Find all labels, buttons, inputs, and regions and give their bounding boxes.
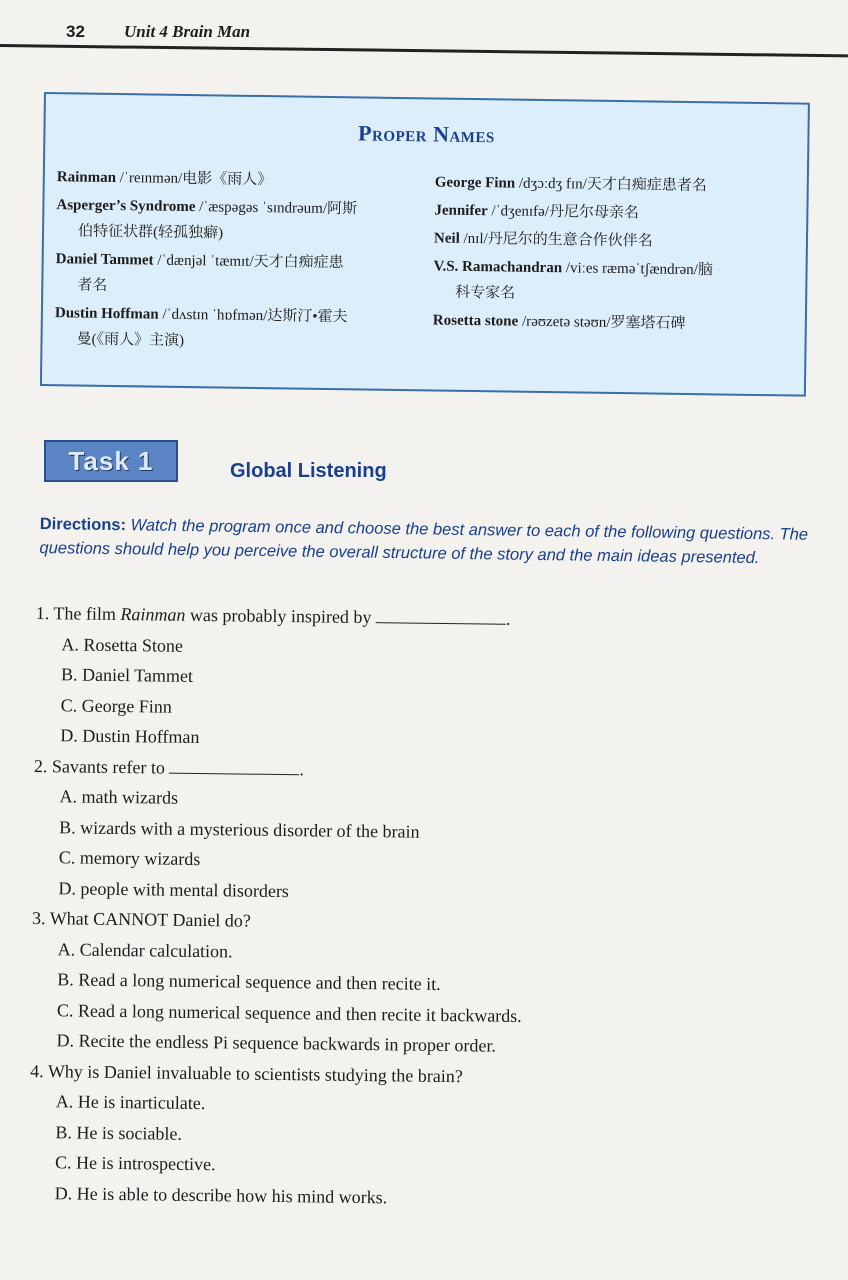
question-list (29, 598, 806, 1217)
proper-name-entry (56, 192, 427, 249)
answer-option[interactable]: A. math wizards (59, 786, 179, 808)
task-section (44, 440, 824, 500)
proper-name-entry (434, 225, 804, 256)
question-text: Savants refer to (47, 755, 170, 778)
answer-blank[interactable] (169, 754, 299, 775)
proper-names-right-column (433, 169, 805, 340)
proper-names-title: Proper Names (357, 120, 495, 148)
question (30, 903, 802, 1065)
answer-option[interactable]: D. Recite the endless Pi sequence backwards in proper order. (56, 1030, 497, 1056)
header-rule (0, 44, 848, 57)
proper-name-entry (54, 300, 425, 357)
answer-option[interactable]: C. memory wizards (58, 847, 201, 870)
task-badge-label: Task 1 (68, 446, 154, 476)
proper-name: Daniel Tammet (55, 251, 154, 269)
answer-option[interactable]: D. people with mental disorders (58, 877, 290, 901)
question-number: 1. (35, 602, 50, 624)
page-number: 32 (66, 22, 85, 41)
proper-name-entry (434, 197, 804, 228)
proper-name-pronunciation: /ˈæspəgəs ˈsɪndrəum/阿斯 (195, 199, 358, 218)
proper-name-pronunciation: /nɪl/丹尼尔的生意合作伙伴名 (459, 230, 653, 250)
task-heading: Global Listening (230, 460, 387, 482)
proper-name: Neil (433, 230, 460, 247)
proper-name-entry (55, 246, 426, 303)
answer-option[interactable]: B. He is sociable. (55, 1121, 183, 1144)
proper-name-entry (57, 164, 427, 195)
answer-option[interactable]: A. He is inarticulate. (55, 1091, 206, 1114)
question (34, 598, 806, 760)
directions-body: Watch the program once and choose the best answer to each of the following questions. The questions should help you perceive the overall structure of the story and the main ideas presented. (39, 516, 809, 568)
proper-name-entry (433, 307, 803, 338)
proper-name-pronunciation: /dʒɔːdʒ fɪn/天才白痴症患者名 (515, 175, 707, 195)
proper-name: George Finn (434, 174, 516, 192)
proper-name: Jennifer (434, 202, 488, 220)
task-badge (44, 440, 178, 482)
question-text-after: was probably inspired by (185, 604, 377, 628)
proper-name-pronunciation: /ˈdʌstɪn ˈhɒfmən/达斯汀•霍夫 (158, 306, 348, 326)
proper-name-pronunciation: /rəʊzetə stəʊn/罗塞塔石碑 (518, 313, 686, 332)
question-number: 3. (31, 907, 46, 929)
question-text: Why is Daniel invaluable to scientists studying the brain? (43, 1060, 463, 1086)
answer-option[interactable]: B. Daniel Tammet (60, 664, 194, 686)
proper-name-entry (435, 169, 805, 200)
proper-name-entry (433, 253, 804, 310)
answer-option[interactable]: B. Read a long numerical sequence and then recite it. (57, 969, 441, 994)
proper-name: V.S. Ramachandran (433, 258, 563, 277)
question-number: 2. (33, 755, 48, 776)
directions-lead: Directions: (39, 514, 127, 535)
proper-name: Rainman (56, 169, 117, 187)
unit-title: Unit 4 Brain Man (124, 22, 251, 41)
answer-option[interactable]: D. Dustin Hoffman (60, 725, 200, 748)
proper-name-continuation: 科专家名 (455, 284, 516, 302)
question-number: 4. (30, 1060, 44, 1081)
proper-name-pronunciation: /viːes ræməˈtʃændrən/脑 (561, 260, 714, 279)
question (29, 1055, 801, 1217)
page-header (0, 0, 848, 56)
proper-name: Dustin Hoffman (54, 305, 159, 323)
answer-option[interactable]: C. He is introspective. (54, 1152, 216, 1175)
proper-name-pronunciation: /ˈreɪnmən/电影《雨人》 (115, 170, 273, 189)
proper-name: Asperger’s Syndrome (56, 197, 196, 216)
proper-name-pronunciation: /ˈdænjəl ˈtæmɪt/天才白痴症患 (153, 252, 344, 272)
question-text: The film (49, 603, 121, 625)
question-tail: . (299, 758, 305, 779)
answer-blank[interactable] (376, 604, 506, 625)
answer-option[interactable]: A. Calendar calculation. (57, 938, 233, 961)
proper-names-box (40, 92, 810, 397)
question-tail: . (505, 608, 511, 629)
answer-option[interactable]: C. Read a long numerical sequence and then recite it backwards. (56, 999, 522, 1026)
proper-name: Rosetta stone (432, 312, 519, 330)
answer-option[interactable]: B. wizards with a mysterious disorder of the brain (59, 816, 420, 842)
proper-name-continuation: 曼(《雨人》主演) (76, 331, 185, 349)
proper-name-continuation: 者名 (77, 277, 108, 294)
question-text: What CANNOT Daniel do? (45, 908, 251, 931)
proper-name-continuation: 伯特征状群(轻孤独癖) (77, 223, 224, 242)
answer-option[interactable]: D. He is able to describe how his mind works. (54, 1182, 388, 1207)
answer-option[interactable]: C. George Finn (60, 694, 172, 717)
question (32, 750, 804, 912)
question-italic-text: Rainman (120, 604, 186, 625)
proper-names-left-column (54, 164, 427, 359)
directions (39, 512, 810, 571)
proper-name-pronunciation: /ˈdʒenɪfə/丹尼尔母亲名 (487, 203, 640, 222)
answer-option[interactable]: A. Rosetta Stone (61, 633, 184, 656)
